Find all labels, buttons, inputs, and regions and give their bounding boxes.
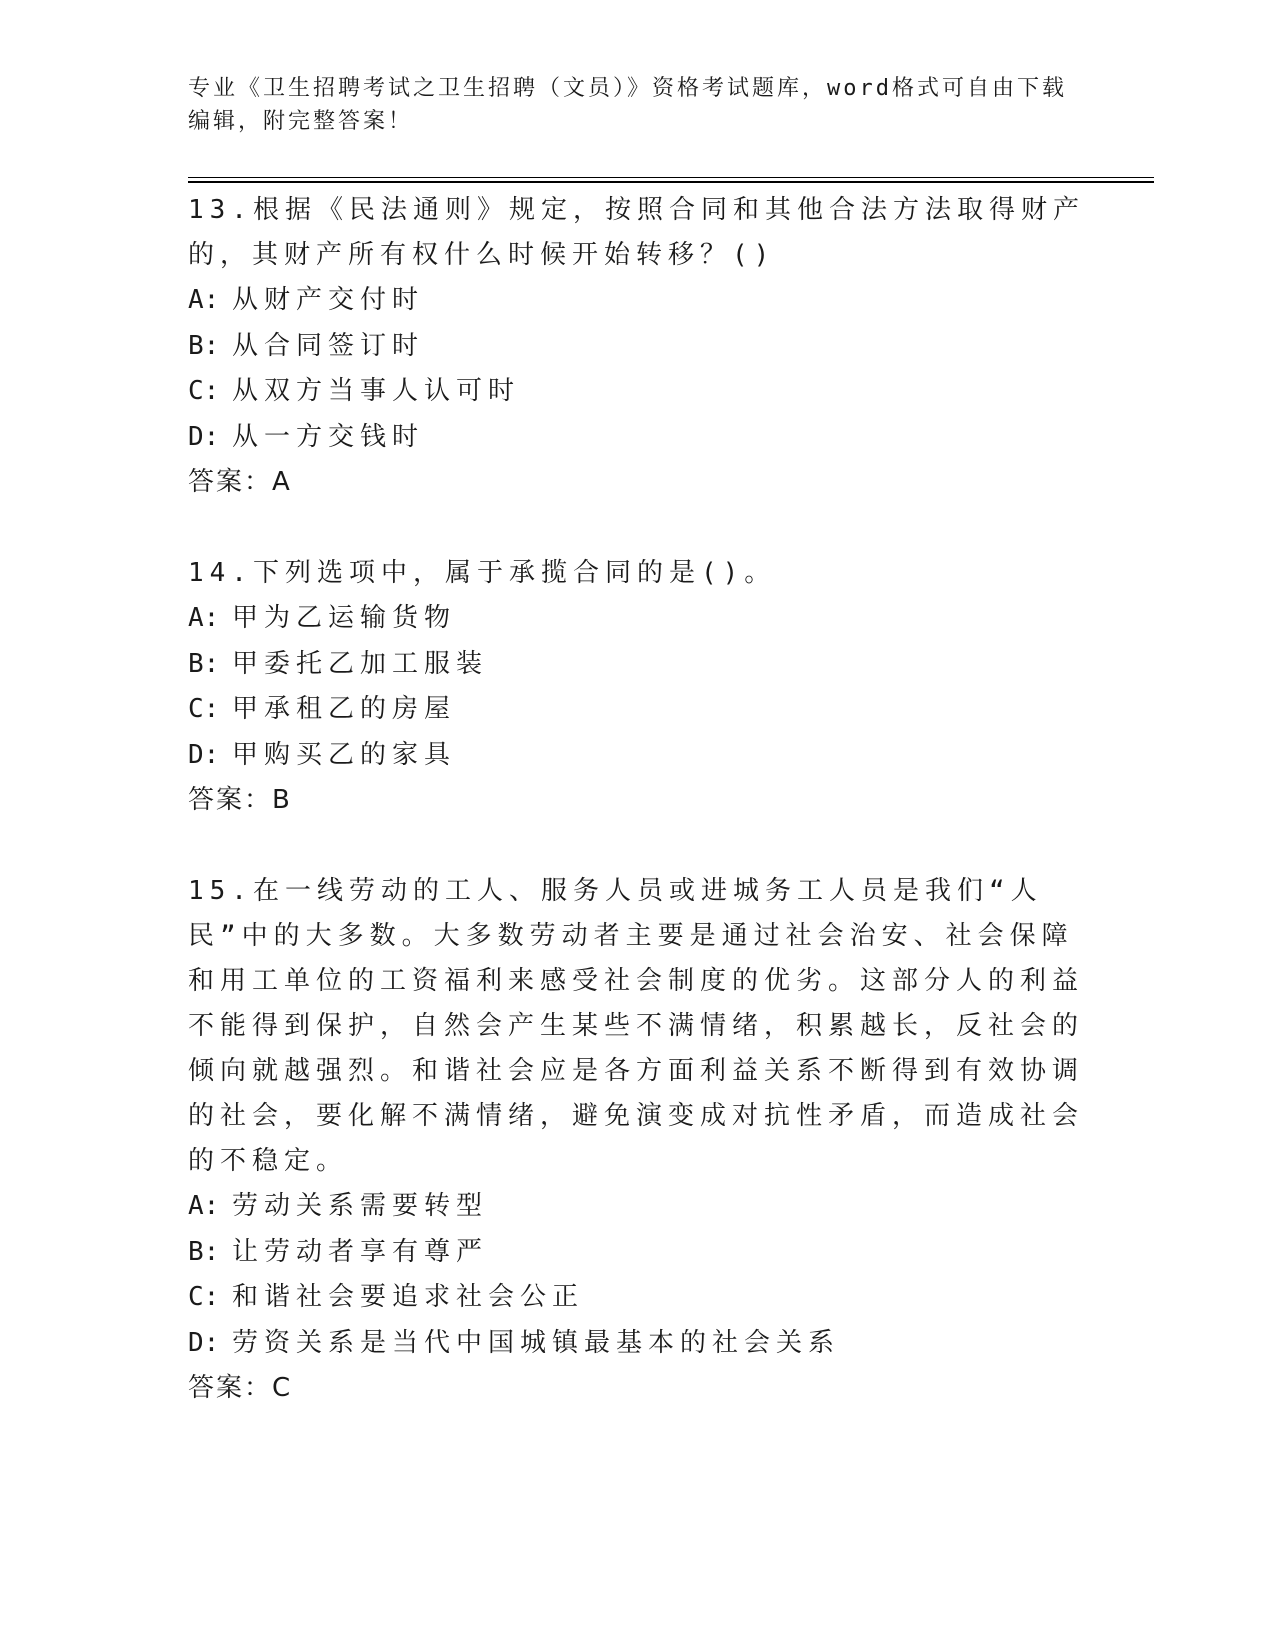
option-key: D:	[188, 421, 220, 452]
option-key: C:	[188, 694, 220, 724]
question-stem: 15.在一线劳动的工人、服务人员或进城务工人员是我们“人民”中的大多数。大多数劳动者主要是通过社会治安、社会保障和用工单位的工资福利来感受社会制度的优劣。这部分人的利益不能得到保护，自然会产生某些不满情绪，积累越长，反社会的倾向就越强烈。和谐社会应是各方面利益关系不断得到有效协调的社会，要化解不满情绪，避免演变成对抗性矛盾，而造成社会的不稳定。	[188, 876, 1085, 1176]
option-text: 甲购买乙的家具	[232, 739, 457, 770]
option-key: D:	[188, 1327, 220, 1358]
option-text: 从财产交付时	[232, 285, 425, 315]
option-key: C:	[188, 1282, 220, 1312]
option-a	[188, 278, 1088, 324]
option-d	[188, 733, 1088, 779]
option-d	[188, 1321, 1088, 1367]
option-a	[188, 596, 1088, 642]
answer-line: 答案：C	[188, 1373, 293, 1403]
option-key: A:	[188, 1191, 220, 1221]
option-c	[188, 1275, 1088, 1321]
option-text: 劳资关系是当代中国城镇最基本的社会关系	[232, 1327, 841, 1358]
option-text: 从一方交钱时	[232, 421, 425, 452]
document-header: 专业《卫生招聘考试之卫生招聘（文员）》资格考试题库，word格式可自由下载编辑，附完整答案！	[188, 76, 1067, 134]
option-text: 让劳动者享有尊严	[232, 1236, 489, 1267]
header-divider-thin	[188, 177, 1154, 178]
option-text: 从合同签订时	[232, 330, 425, 361]
question-stem: 13.根据《民法通则》规定，按照合同和其他合法方法取得财产的，其财产所有权什么时候开始转移？()	[188, 195, 1085, 270]
question-15	[188, 869, 1088, 1411]
option-text: 和谐社会要追求社会公正	[232, 1282, 585, 1312]
question-list	[188, 188, 1088, 1457]
option-key: C:	[188, 376, 220, 406]
answer-line: 答案：A	[188, 467, 292, 497]
option-text: 甲为乙运输货物	[232, 603, 457, 633]
option-key: A:	[188, 603, 220, 633]
option-key: D:	[188, 739, 220, 770]
question-13	[188, 188, 1088, 505]
option-a	[188, 1184, 1088, 1230]
option-text: 从双方当事人认可时	[232, 376, 521, 406]
option-text: 甲承租乙的房屋	[232, 694, 457, 724]
question-14	[188, 551, 1088, 823]
option-b	[188, 642, 1088, 688]
option-key: B:	[188, 1236, 220, 1267]
option-b	[188, 1230, 1088, 1276]
option-c	[188, 369, 1088, 415]
option-d	[188, 415, 1088, 461]
option-key: B:	[188, 330, 220, 361]
option-key: A:	[188, 285, 220, 315]
answer-line: 答案：B	[188, 785, 292, 815]
option-b	[188, 324, 1088, 370]
option-text: 劳动关系需要转型	[232, 1191, 489, 1221]
question-stem: 14.下列选项中，属于承揽合同的是()。	[188, 558, 777, 588]
header-divider-thick	[188, 181, 1154, 183]
option-text: 甲委托乙加工服装	[232, 648, 489, 679]
option-c	[188, 687, 1088, 733]
option-key: B:	[188, 648, 220, 679]
